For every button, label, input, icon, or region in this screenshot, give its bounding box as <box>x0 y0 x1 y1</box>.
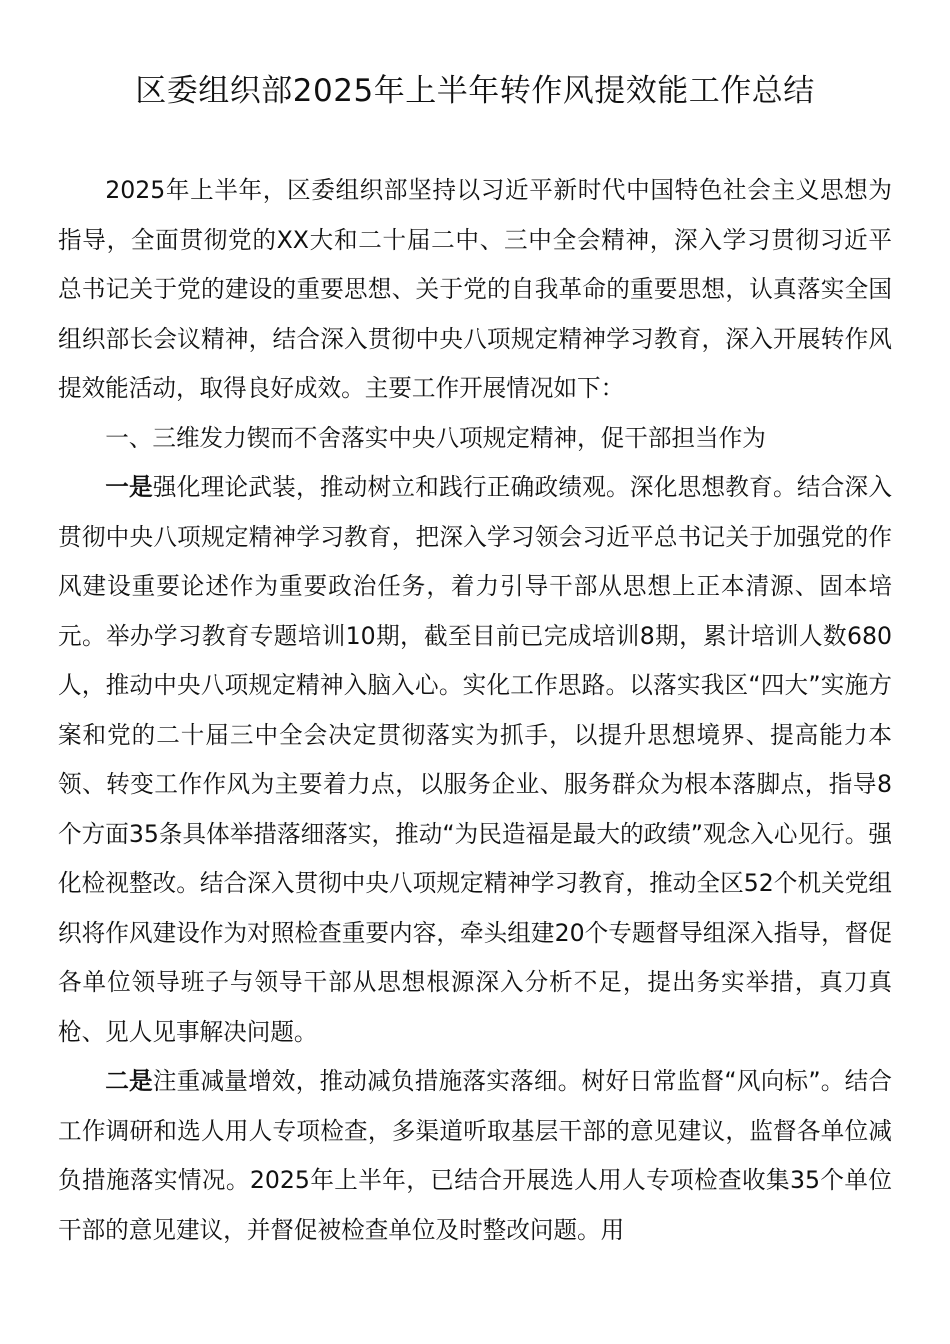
item-2-text: 注重减量增效，推动减负措施落实落细。树好日常监督“风向标”。结合工作调研和选人用人专项检查，多渠道听取基层干部的意见建议，监督各单位减负措施落实情况。2025年上半年，已结合开展选人用人专项检查收集35个单位干部的意见建议，并督促被检查单位及时整改问题。用 <box>58 1067 892 1244</box>
section-heading-1: 一、三维发力锲而不舍落实中央八项规定精神，促干部担当作为 <box>105 423 766 452</box>
document-title: 区委组织部2025年上半年转作风提效能工作总结 <box>135 73 815 109</box>
item-1-text: 强化理论武装，推动树立和践行正确政绩观。深化思想教育。结合深入贯彻中央八项规定精神学习教育，把深入学习领会习近平总书记关于加强党的作风建设重要论述作为重要政治任务，着力引导干部从思想上正本清源、固本培元。举办学习教育专题培训10期，截至目前已完成培训8期，累计培训人数680人，推动中央八项规定精神入脑入心。实化工作思路。以落实我区“四大”实施方案和党的二十届三中全会决定贯彻落实为抓手，以提升思想境界、提高能力本领、转变工作作风为主要着力点，以服务企业、服务群众为根本落脚点，指导8个方面35条具体举措落细落实，推动“为民造福是最大的政绩”观念入心见行。强化检视整改。结合深入贯彻中央八项规定精神学习教育，推动全区52个机关党组织将作风建设作为对照检查重要内容，牵头组建20个专题督导组深入指导，督促各单位领导班子与领导干部从思想根源深入分析不足，提出务实举措，真刀真枪、见人见事解决问题。 <box>58 473 892 1046</box>
document-body <box>58 166 892 1255</box>
item-1-paragraph <box>58 463 892 1057</box>
item-2-paragraph <box>58 1057 892 1255</box>
intro-paragraph: 2025年上半年，区委组织部坚持以习近平新时代中国特色社会主义思想为指导，全面贯彻党的XX大和二十届二中、三中全会精神，深入学习贯彻习近平总书记关于党的建设的重要思想、关于党的自我革命的重要思想，认真落实全国组织部长会议精神，结合深入贯彻中央八项规定精神学习教育，深入开展转作风提效能活动，取得良好成效。主要工作开展情况如下： <box>58 176 892 402</box>
item-1-lead: 一是 <box>105 473 153 501</box>
item-2-lead: 二是 <box>105 1067 153 1095</box>
